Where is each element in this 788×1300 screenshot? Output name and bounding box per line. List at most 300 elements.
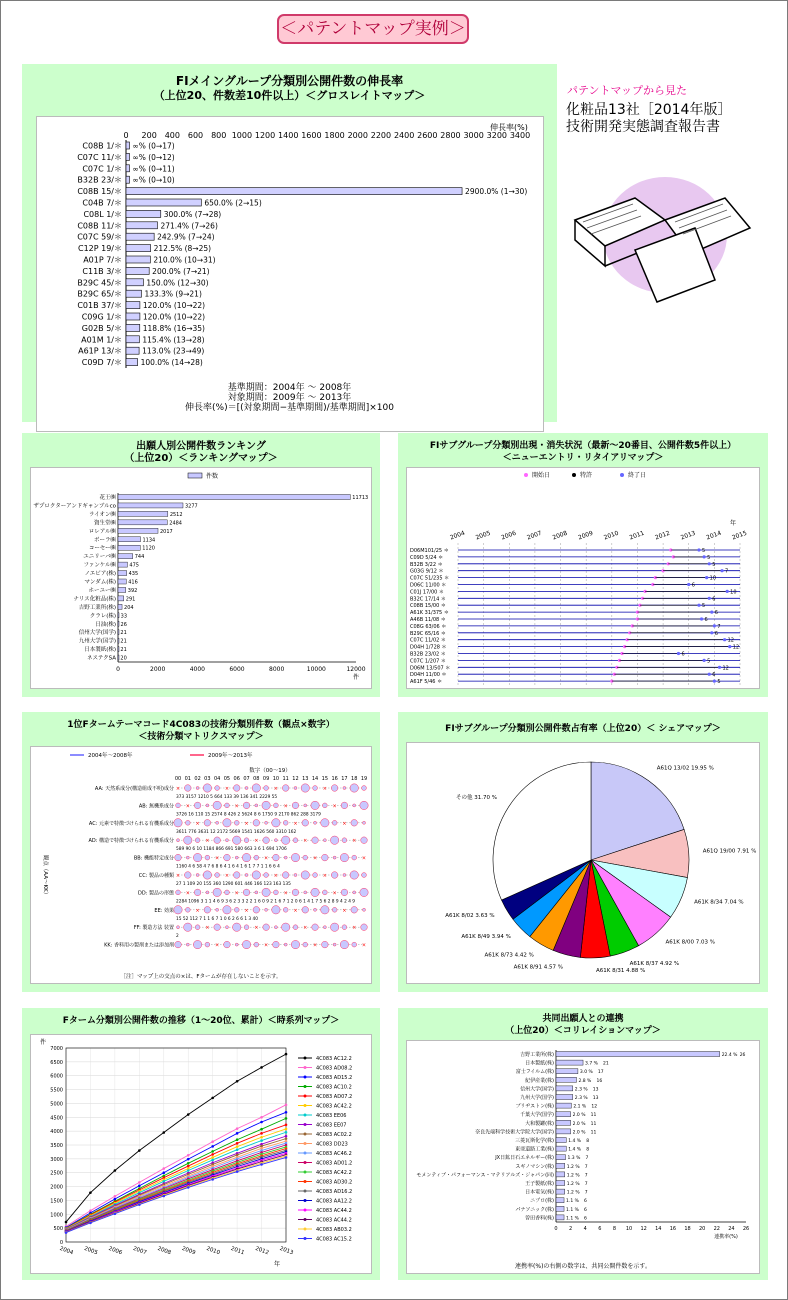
matrix-bubble	[333, 856, 336, 859]
timeseries-point	[285, 1128, 288, 1131]
side-title-line2: 技術開発実態調査報告書	[566, 119, 720, 135]
timeseries-legend-marker	[304, 1218, 307, 1221]
matrix-bubble	[292, 889, 299, 896]
ranking-bar	[118, 621, 119, 626]
entry-count-label: 6	[714, 610, 718, 617]
matrix-bubble	[361, 924, 368, 931]
ranking-category: ライオン㈱	[88, 511, 116, 518]
timeseries-legend-marker	[304, 1057, 307, 1060]
corr-category: 吉野工業所(株)	[520, 1052, 554, 1058]
entry-end-marker	[728, 645, 731, 648]
corr-bar	[556, 1163, 565, 1168]
growth-xtick: 3200	[486, 131, 508, 140]
growth-xtick: 3000	[463, 131, 484, 140]
entry-end-marker	[718, 666, 721, 669]
matrix-bubble	[272, 906, 280, 914]
matrix-bubble	[244, 838, 249, 843]
timeseries-point	[187, 1154, 190, 1157]
timeseries-legend-marker	[304, 1190, 307, 1193]
share-title: FIサブグループ分類別公開件数占有率（上位20）＜ シェアマップ＞	[445, 724, 721, 734]
ranking-bar	[118, 613, 119, 618]
timeseries-point	[211, 1178, 214, 1181]
matrix-empty-cross: ×	[361, 942, 367, 949]
timeseries-xtick: 2006	[107, 1245, 123, 1257]
timeseries-line	[66, 1054, 286, 1222]
timeseries-point	[236, 1142, 239, 1145]
corr-count-label: 8	[586, 1139, 590, 1144]
entry-end-marker	[697, 604, 700, 607]
matrix-empty-cross: ×	[215, 855, 220, 862]
corr-count-label: 16	[596, 1078, 603, 1084]
timeseries-line	[66, 1157, 286, 1232]
matrix-row-values: 373 3157 1210 5 664 133 39 136 341 2229 55	[176, 795, 278, 800]
ranking-category: 吉野工業所(株)	[78, 604, 116, 611]
growth-category: C01B 37/＊	[77, 301, 122, 311]
matrix-row-label: DD: 製品の形態	[138, 890, 174, 897]
timeseries-legend-marker	[304, 1171, 307, 1174]
matrix-bubble	[255, 891, 258, 894]
matrix-bubble	[174, 906, 182, 914]
corr-category: 紀伊産業(株)	[525, 1077, 554, 1084]
corr-xtick: 4	[583, 1226, 587, 1232]
timeseries-point	[138, 1149, 141, 1152]
timeseries-ytick: 4000	[50, 1129, 63, 1136]
corr-bar	[556, 1155, 566, 1160]
matrix-col-label: 00	[174, 776, 182, 782]
matrix-bubble	[360, 888, 368, 896]
timeseries-ytick: 500	[53, 1226, 63, 1233]
growth-bar	[126, 142, 129, 149]
corr-bar	[556, 1146, 566, 1151]
matrix-row-values: 2284 1096 3 1 1 4 6 9 3 6 2 3 3 2 2 1 6 0 9 2 1 6 7 1 2 0 6 1 4 1 7 5 6 2 8 9 4 2 4 9	[176, 899, 356, 905]
matrix-bubble	[214, 924, 221, 931]
timeseries-xlabel: 年	[274, 1261, 281, 1268]
timeseries-point	[187, 1169, 190, 1172]
growth-data-label: ∞% (0→17)	[132, 141, 175, 151]
entry-row-label: B32B 23/02 ＊	[410, 651, 446, 658]
timeseries-point	[260, 1145, 263, 1148]
timeseries-legend-marker	[304, 1228, 307, 1231]
growth-category: C09D 7/＊	[81, 358, 122, 368]
timeseries-point	[260, 1147, 263, 1150]
matrix-empty-cross: ×	[352, 925, 357, 932]
growth-data-label: 650.0% (2→15)	[204, 198, 262, 208]
matrix-bubble	[253, 820, 260, 827]
entry-end-marker	[710, 611, 713, 614]
entry-row-label: C07C 11/02 ＊	[410, 637, 446, 644]
entry-row-label: D06M101/25 ＊	[410, 548, 449, 554]
timeseries-point	[211, 1150, 214, 1153]
timeseries-point	[260, 1139, 263, 1142]
growth-bar	[126, 222, 157, 229]
entry-end-marker	[723, 638, 726, 641]
matrix-bubble	[294, 787, 297, 790]
ranking-category: ナリス化粧品(株)	[73, 596, 116, 603]
ranking-bar	[118, 647, 119, 652]
matrix-bubble	[185, 820, 190, 825]
matrix-empty-cross: ×	[224, 873, 230, 879]
timeseries-legend-label: 4C083 AC44.2	[316, 1217, 352, 1224]
matrix-bubble	[282, 785, 289, 792]
pie-label: その他 31.70 %	[456, 795, 497, 802]
matrix-bubble	[252, 784, 260, 792]
corr-data-label: 2.3 %	[574, 1096, 588, 1101]
matrix-bubble	[322, 890, 327, 895]
matrix-row-label: BB: 機能特定成分	[133, 855, 174, 862]
pie-label: A61K 8/34 7.04 %	[694, 899, 744, 906]
ranking-data-label: 1120	[142, 545, 155, 552]
corr-data-label: 1.4 %	[568, 1147, 582, 1153]
matrix-empty-cross: ×	[322, 786, 327, 792]
matrix-bubble	[294, 874, 297, 877]
matrix-bubble	[363, 821, 366, 824]
matrix-empty-cross: ×	[234, 890, 239, 897]
matrix-col-label: 04	[213, 776, 221, 782]
matrix-bubble	[313, 873, 318, 878]
timeseries-legend-label: 4C083 AC42.2	[316, 1170, 352, 1176]
timeseries-point	[114, 1212, 117, 1215]
corr-category: 奈良先端科学技術大学院大学(国学)	[475, 1129, 554, 1136]
matrix-bubble	[283, 907, 288, 912]
matrix-bubble	[274, 839, 277, 842]
growth-bar	[126, 153, 129, 160]
ranking-category: 日本製紙(株)	[84, 647, 116, 654]
matrix-bubble	[340, 853, 348, 861]
ranking-category: マンダム(株)	[84, 579, 116, 586]
entry-count-label: 5	[701, 603, 706, 610]
matrix-empty-cross: ×	[303, 925, 308, 932]
matrix-bubble	[224, 941, 231, 948]
entry-count-label: 5	[707, 658, 711, 665]
entry-legend-label: 開始日	[532, 472, 551, 479]
entry-row-label: B29C 65/16 ＊	[410, 630, 446, 637]
corr-data-label: 1.2 %	[566, 1164, 580, 1170]
corr-bar	[556, 1052, 720, 1057]
timeseries-point	[114, 1169, 117, 1172]
growth-category: C08B 1/＊	[82, 141, 122, 151]
entry-end-marker	[700, 617, 703, 620]
matrix-bubble	[176, 890, 181, 895]
growth-bar	[126, 210, 161, 217]
timeseries-ytick: 2000	[50, 1184, 63, 1191]
corr-category: 日本製紙(株)	[525, 1060, 554, 1067]
corr-xtick: 8	[612, 1226, 617, 1232]
pie-label: A61K 8/00 7.03 %	[665, 939, 715, 946]
matrix-bubble	[342, 838, 347, 843]
entry-end-marker	[713, 680, 716, 683]
entry-end-marker	[710, 631, 713, 634]
entry-year-tick: 2015	[731, 529, 748, 542]
matrix-bubble	[225, 890, 230, 895]
matrix-bubble	[186, 943, 189, 946]
growth-category: C11B 3/＊	[82, 266, 122, 276]
timeseries-point	[236, 1170, 239, 1173]
matrix-bubble	[244, 925, 249, 930]
timeseries-point	[211, 1140, 214, 1143]
ranking-data-label: 475	[129, 562, 139, 569]
matrix-empty-cross: ×	[293, 820, 298, 827]
timeseries-point	[285, 1131, 288, 1134]
matrix-bubble	[194, 802, 201, 809]
entry-count-label: 10	[730, 589, 737, 596]
timeseries-point	[89, 1222, 92, 1225]
corr-count-label: 11	[590, 1130, 597, 1136]
ranking-data-label: 21	[120, 647, 127, 654]
growth-data-label: 2900.0% (1→30)	[465, 187, 528, 197]
matrix-bubble	[205, 855, 210, 860]
ranking-xtick: 0	[116, 666, 120, 673]
timeseries-legend-label: 4C083 AC02.2	[316, 1132, 352, 1138]
matrix-bubble	[293, 925, 298, 930]
matrix-bubble	[216, 821, 219, 824]
matrix-empty-cross: ×	[264, 942, 269, 949]
matrix-col-label: 10	[272, 776, 280, 782]
growth-xtick: 2200	[370, 131, 392, 140]
ranking-bar	[118, 579, 126, 584]
timeseries-point	[138, 1184, 141, 1187]
growth-bar	[126, 302, 140, 309]
timeseries-legend-marker	[304, 1161, 307, 1164]
corr-count-label: 7	[584, 1173, 588, 1179]
matrix-bubble	[194, 889, 201, 896]
ranking-xtick: 6000	[229, 666, 245, 673]
timeseries-legend-label: 4C083 AA12.2	[316, 1198, 352, 1205]
matrix-bubble	[303, 942, 308, 947]
corr-count-label: 7	[584, 1182, 588, 1187]
matrix-col-label: 06	[233, 776, 240, 782]
matrix-bubble	[245, 787, 248, 790]
growth-category: B29C 45/＊	[77, 278, 122, 288]
matrix-bubble	[350, 871, 358, 879]
corr-data-label: 1.2 %	[566, 1190, 580, 1196]
matrix-bubble	[284, 943, 287, 946]
matrix-bubble	[234, 820, 239, 825]
corr-count-label: 17	[597, 1070, 604, 1076]
matrix-bubble	[331, 785, 338, 792]
matrix-bubble	[330, 923, 338, 931]
entry-end-marker	[697, 548, 700, 551]
matrix-empty-cross: ×	[215, 942, 220, 949]
matrix-bubble	[184, 785, 191, 792]
growth-xtick: 3400	[509, 131, 531, 140]
entry-count-label: 5	[707, 554, 711, 561]
timeseries-legend-label: 4C083 AB03.2	[316, 1227, 352, 1233]
growth-bar	[126, 290, 141, 297]
matrix-bubble	[353, 891, 356, 894]
matrix-col-label: 15	[321, 776, 329, 782]
ranking-bar	[118, 587, 126, 592]
matrix-bubble	[262, 888, 270, 896]
matrix-note: ［注］マップ上の交点の×は、Fタームが存在しないことを示す。	[120, 974, 282, 980]
entry-count-label: 6	[714, 630, 718, 637]
matrix-row-label: AD: 構造で特徴づけられる有機系成分	[88, 838, 174, 845]
entry-row-label: C01J 17/00 ＊	[410, 589, 444, 596]
matrix-bubble	[332, 820, 337, 825]
matrix-empty-cross: ×	[303, 838, 308, 845]
growth-data-label: 113.0% (23→49)	[142, 346, 205, 356]
ranking-xtick: 8000	[269, 666, 285, 673]
ranking-subtitle: （上位20）＜ランキングマップ＞	[124, 453, 278, 464]
entry-row-label: D04H 1/728 ＊	[410, 644, 447, 651]
entry-year-tick: 2007	[526, 529, 543, 542]
growth-category: C07C 1/＊	[82, 164, 122, 174]
corr-note: 連携率(%)の右側の数字は、共同公開件数を示す。	[515, 1263, 651, 1270]
matrix-col-label: 02	[194, 776, 201, 782]
timeseries-point	[285, 1135, 288, 1138]
growth-bar	[126, 199, 201, 206]
corr-bar	[556, 1138, 566, 1143]
entry-legend-label: 終了日	[628, 472, 647, 479]
ranking-xtick: 10000	[306, 666, 326, 673]
timeseries-point	[114, 1195, 117, 1198]
ranking-legend-label: 件数	[206, 473, 219, 480]
matrix-legend-label-2: 2009年～2013年	[208, 753, 253, 759]
corr-data-label: 2.0 %	[572, 1121, 586, 1127]
matrix-bubble	[322, 803, 327, 808]
timeseries-point	[211, 1156, 214, 1159]
matrix-bubble	[333, 943, 336, 946]
corr-data-label: 2.3 %	[574, 1087, 588, 1093]
growth-xtick: 1400	[278, 131, 299, 140]
corr-category: パナソニック(株)	[515, 1206, 554, 1213]
pie-label: A61K 8/31 4.88 %	[595, 967, 646, 974]
matrix-col-label: 09	[262, 776, 270, 782]
matrix-bubble	[263, 924, 270, 931]
growth-bar	[126, 324, 140, 331]
matrix-col-label: 03	[204, 776, 211, 782]
corr-category: 千葉大学(国学)	[520, 1112, 554, 1119]
matrix-bubble	[223, 906, 231, 914]
corr-category: 王子製紙(株)	[525, 1181, 554, 1187]
matrix-bubble	[233, 836, 241, 844]
matrix-row-values: 2	[176, 934, 179, 940]
growth-bar	[126, 313, 140, 320]
pie-label: A61Q 13/02 19.95 %	[656, 765, 714, 772]
growth-xtick: 0	[123, 131, 129, 140]
matrix-empty-cross: ×	[234, 803, 239, 810]
timeseries-xtick: 2011	[229, 1245, 246, 1257]
ranking-category: ホーユー㈱	[88, 587, 116, 594]
corr-count-label: 13	[592, 1096, 599, 1101]
ranking-xtick: 12000	[346, 666, 366, 673]
ranking-category: 九州大学(国学)	[78, 638, 116, 645]
ranking-category: 信州大学(国学)	[78, 630, 116, 637]
matrix-col-label: 17	[341, 776, 348, 782]
ranking-category: 花王㈱	[99, 495, 116, 501]
matrix-col-label: 18	[351, 776, 358, 782]
corr-count-label: 6	[584, 1216, 587, 1222]
entry-end-marker	[705, 576, 708, 579]
corr-xtick: 12	[640, 1226, 647, 1232]
corr-data-label: 1.2 %	[566, 1173, 580, 1179]
growth-xtick: 2600	[417, 131, 438, 140]
matrix-bubble	[343, 874, 346, 877]
growth-bar	[126, 245, 151, 252]
matrix-bubble	[311, 888, 319, 896]
timeseries-point	[236, 1148, 239, 1151]
corr-count-label: 13	[592, 1087, 599, 1093]
corr-xtick: 18	[684, 1226, 691, 1232]
ranking-data-label: 20	[120, 655, 127, 662]
matrix-bubble	[177, 926, 180, 929]
entry-end-marker	[677, 652, 680, 655]
matrix-empty-cross: ×	[342, 907, 347, 914]
timeseries-legend-label: 4C083 DD23	[316, 1141, 348, 1148]
matrix-bubble	[323, 839, 326, 842]
corr-data-label: 2.1 %	[573, 1104, 587, 1110]
ranking-data-label: 435	[128, 571, 139, 578]
matrix-empty-cross: ×	[283, 890, 288, 897]
matrix-bubble	[233, 923, 241, 931]
timeseries-point	[260, 1128, 263, 1131]
growth-xtick: 1800	[324, 131, 345, 140]
matrix-bubble	[264, 873, 269, 878]
matrix-bubble	[204, 820, 211, 827]
matrix-bubble	[235, 856, 238, 859]
timeseries-point	[285, 1156, 288, 1159]
panel-timeseries	[22, 1008, 380, 1280]
ranking-data-label: 291	[125, 596, 136, 603]
corr-bar	[556, 1069, 578, 1074]
matrix-empty-cross: ×	[352, 838, 357, 845]
matrix-bubble	[284, 856, 287, 859]
timeseries-ylabel: 件	[40, 1039, 47, 1046]
entry-end-marker	[703, 659, 706, 662]
timeseries-ytick: 3500	[50, 1143, 63, 1149]
growth-note-2: 対象期間：2009年 ～ 2013年	[227, 393, 352, 403]
corr-count-label: 26	[739, 1053, 746, 1058]
corr-data-label: 1.4 %	[568, 1139, 582, 1144]
matrix-empty-cross: ×	[205, 925, 210, 932]
matrix-bubble	[224, 854, 231, 861]
entry-row-label: D06M 13/507 ＊	[410, 665, 451, 672]
matrix-bubble	[213, 888, 221, 896]
timeseries-xtick: 2013	[278, 1245, 294, 1257]
ranking-bar	[118, 511, 168, 516]
entry-year-tick: 2006	[500, 529, 518, 542]
ranking-category: ザプロクターアンドギャンブルco	[33, 503, 116, 510]
timeseries-legend-label: 4C083 AC44.2	[316, 1208, 352, 1214]
ranking-bar	[118, 571, 127, 576]
entry-end-marker	[687, 583, 690, 586]
ranking-data-label: 33	[120, 613, 128, 620]
open-book-illustration	[565, 150, 755, 310]
growth-xtick: 2000	[347, 131, 368, 140]
matrix-bubble	[264, 786, 269, 791]
growth-category: A01P 7/＊	[83, 255, 122, 265]
corr-category: 日本電気(株)	[525, 1189, 554, 1196]
timeseries-point	[162, 1131, 165, 1134]
matrix-bubble	[193, 940, 201, 948]
matrix-bubble	[362, 873, 367, 878]
ranking-chart	[30, 467, 372, 689]
ranking-bar	[118, 495, 350, 500]
growth-category: C08B 11/＊	[77, 221, 122, 231]
ranking-category: 日油(株)	[95, 621, 116, 628]
ranking-data-label: 21	[120, 630, 127, 637]
matrix-bubble	[362, 786, 367, 791]
matrix-bubble	[193, 853, 201, 861]
matrix-ylabel: 観点（AA～KK）	[42, 854, 48, 898]
corr-count-label: 21	[603, 1061, 609, 1067]
matrix-bubble	[174, 819, 182, 827]
entry-legend-marker	[620, 473, 624, 477]
matrix-bubble	[330, 836, 338, 844]
corr-xtick: 10	[625, 1226, 633, 1232]
matrix-empty-cross: ×	[224, 786, 230, 792]
matrix-empty-cross: ×	[195, 907, 200, 914]
growth-xtick: 2800	[440, 131, 461, 140]
